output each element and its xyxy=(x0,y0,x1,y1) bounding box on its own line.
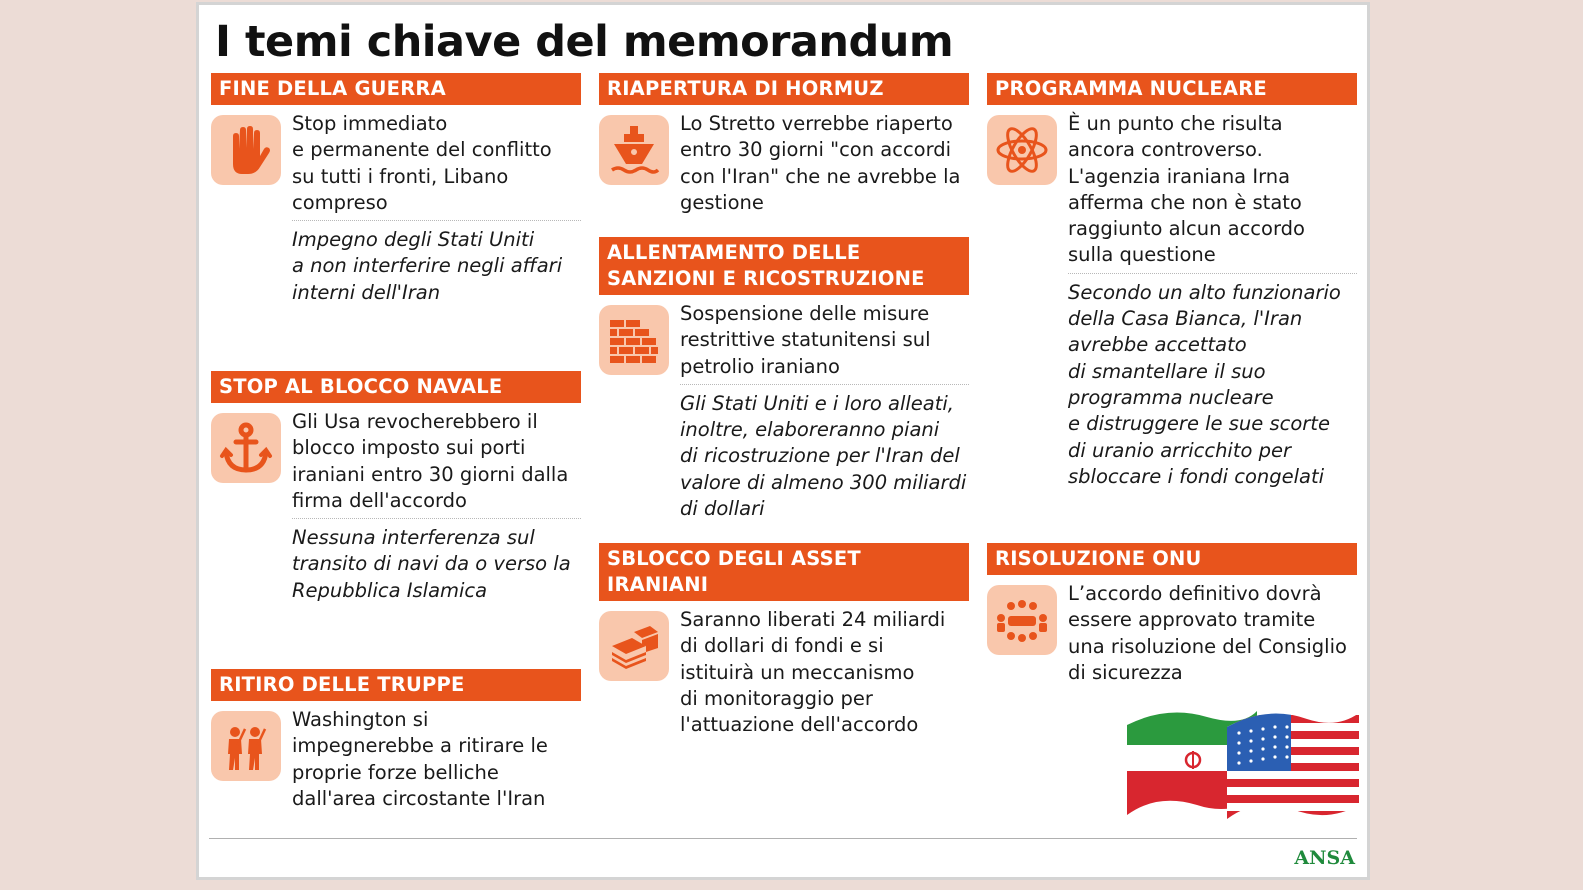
section-note: Nessuna interferenza sul transito di navi da o verso la Repubblica Islamica xyxy=(292,526,571,602)
hand-stop-icon xyxy=(211,115,281,185)
section-text: Saranno liberati 24 miliardi di dollari di fondi e si istituirà un meccanismo di monitoraggio per l'attuazione dell'accordo xyxy=(680,608,946,737)
section-fine-guerra xyxy=(211,73,581,306)
section-nucleare xyxy=(987,73,1357,490)
section-onu xyxy=(987,543,1357,690)
page-title: I temi chiave del memorandum xyxy=(215,17,954,67)
ship-icon xyxy=(599,115,669,185)
section-header: RITIRO DELLE TRUPPE xyxy=(211,669,581,701)
section-text: L’accordo definitivo dovrà essere approvato tramite una risoluzione del Consiglio di sicurezza xyxy=(1068,582,1347,684)
footer-divider xyxy=(209,838,1357,839)
atom-icon xyxy=(987,115,1057,185)
usa-flag xyxy=(1227,705,1362,825)
section-header: PROGRAMMA NUCLEARE xyxy=(987,73,1357,105)
section-sanzioni xyxy=(599,237,969,522)
money-stack-icon xyxy=(599,611,669,681)
section-header: RIAPERTURA DI HORMUZ xyxy=(599,73,969,105)
section-hormuz xyxy=(599,73,969,220)
brick-wall-icon xyxy=(599,305,669,375)
infographic-card xyxy=(196,2,1370,880)
section-note: Impegno degli Stati Uniti a non interferire negli affari interni dell'Iran xyxy=(292,228,563,304)
section-text: Lo Stretto verrebbe riaperto entro 30 giorni "con accordi con l'Iran" che ne avrebbe la gestione xyxy=(680,112,961,214)
ansa-logo: ANSA xyxy=(1294,847,1355,869)
council-table-icon xyxy=(987,585,1057,655)
section-header: SBLOCCO DEGLI ASSET IRANIANI xyxy=(599,543,969,601)
section-text: È un punto che risulta ancora controverso. L'agenzia iraniana Irna afferma che non è stato raggiunto alcun accordo sulla questione xyxy=(1068,111,1357,274)
section-header: RISOLUZIONE ONU xyxy=(987,543,1357,575)
anchor-icon xyxy=(211,413,281,483)
section-header: FINE DELLA GUERRA xyxy=(211,73,581,105)
section-blocco-navale xyxy=(211,371,581,604)
section-text: Sospensione delle misure restrittive statunitensi sul petrolio iraniano xyxy=(680,301,969,385)
section-header: ALLENTAMENTO DELLE SANZIONI E RICOSTRUZIONE xyxy=(599,237,969,295)
section-note: Secondo un alto funzionario della Casa Bianca, l'Iran avrebbe accettato di smantellare il suo programma nucleare e distruggere le sue scorte di uranio arricchito per sbloccare i fondi congelati xyxy=(1068,280,1341,488)
section-asset xyxy=(599,543,969,742)
section-text: Gli Usa revocherebbero il blocco imposto sui porti iraniani entro 30 giorni dalla firma dell'accordo xyxy=(292,409,581,519)
section-ritiro-truppe xyxy=(211,669,581,816)
section-note: Gli Stati Uniti e i loro alleati, inoltre, elaboreranno piani di ricostruzione per l'Iran del valore di almeno 300 miliardi di dollari xyxy=(680,391,967,521)
soldiers-icon xyxy=(211,711,281,781)
iran-usa-flags-illustration xyxy=(1127,705,1362,829)
section-text: Washington si impegnerebbe a ritirare le proprie forze belliche dall'area circostante l'Iran xyxy=(292,708,548,810)
section-text: Stop immediato e permanente del conflitto su tutti i fronti, Libano compreso xyxy=(292,111,581,221)
section-header: STOP AL BLOCCO NAVALE xyxy=(211,371,581,403)
